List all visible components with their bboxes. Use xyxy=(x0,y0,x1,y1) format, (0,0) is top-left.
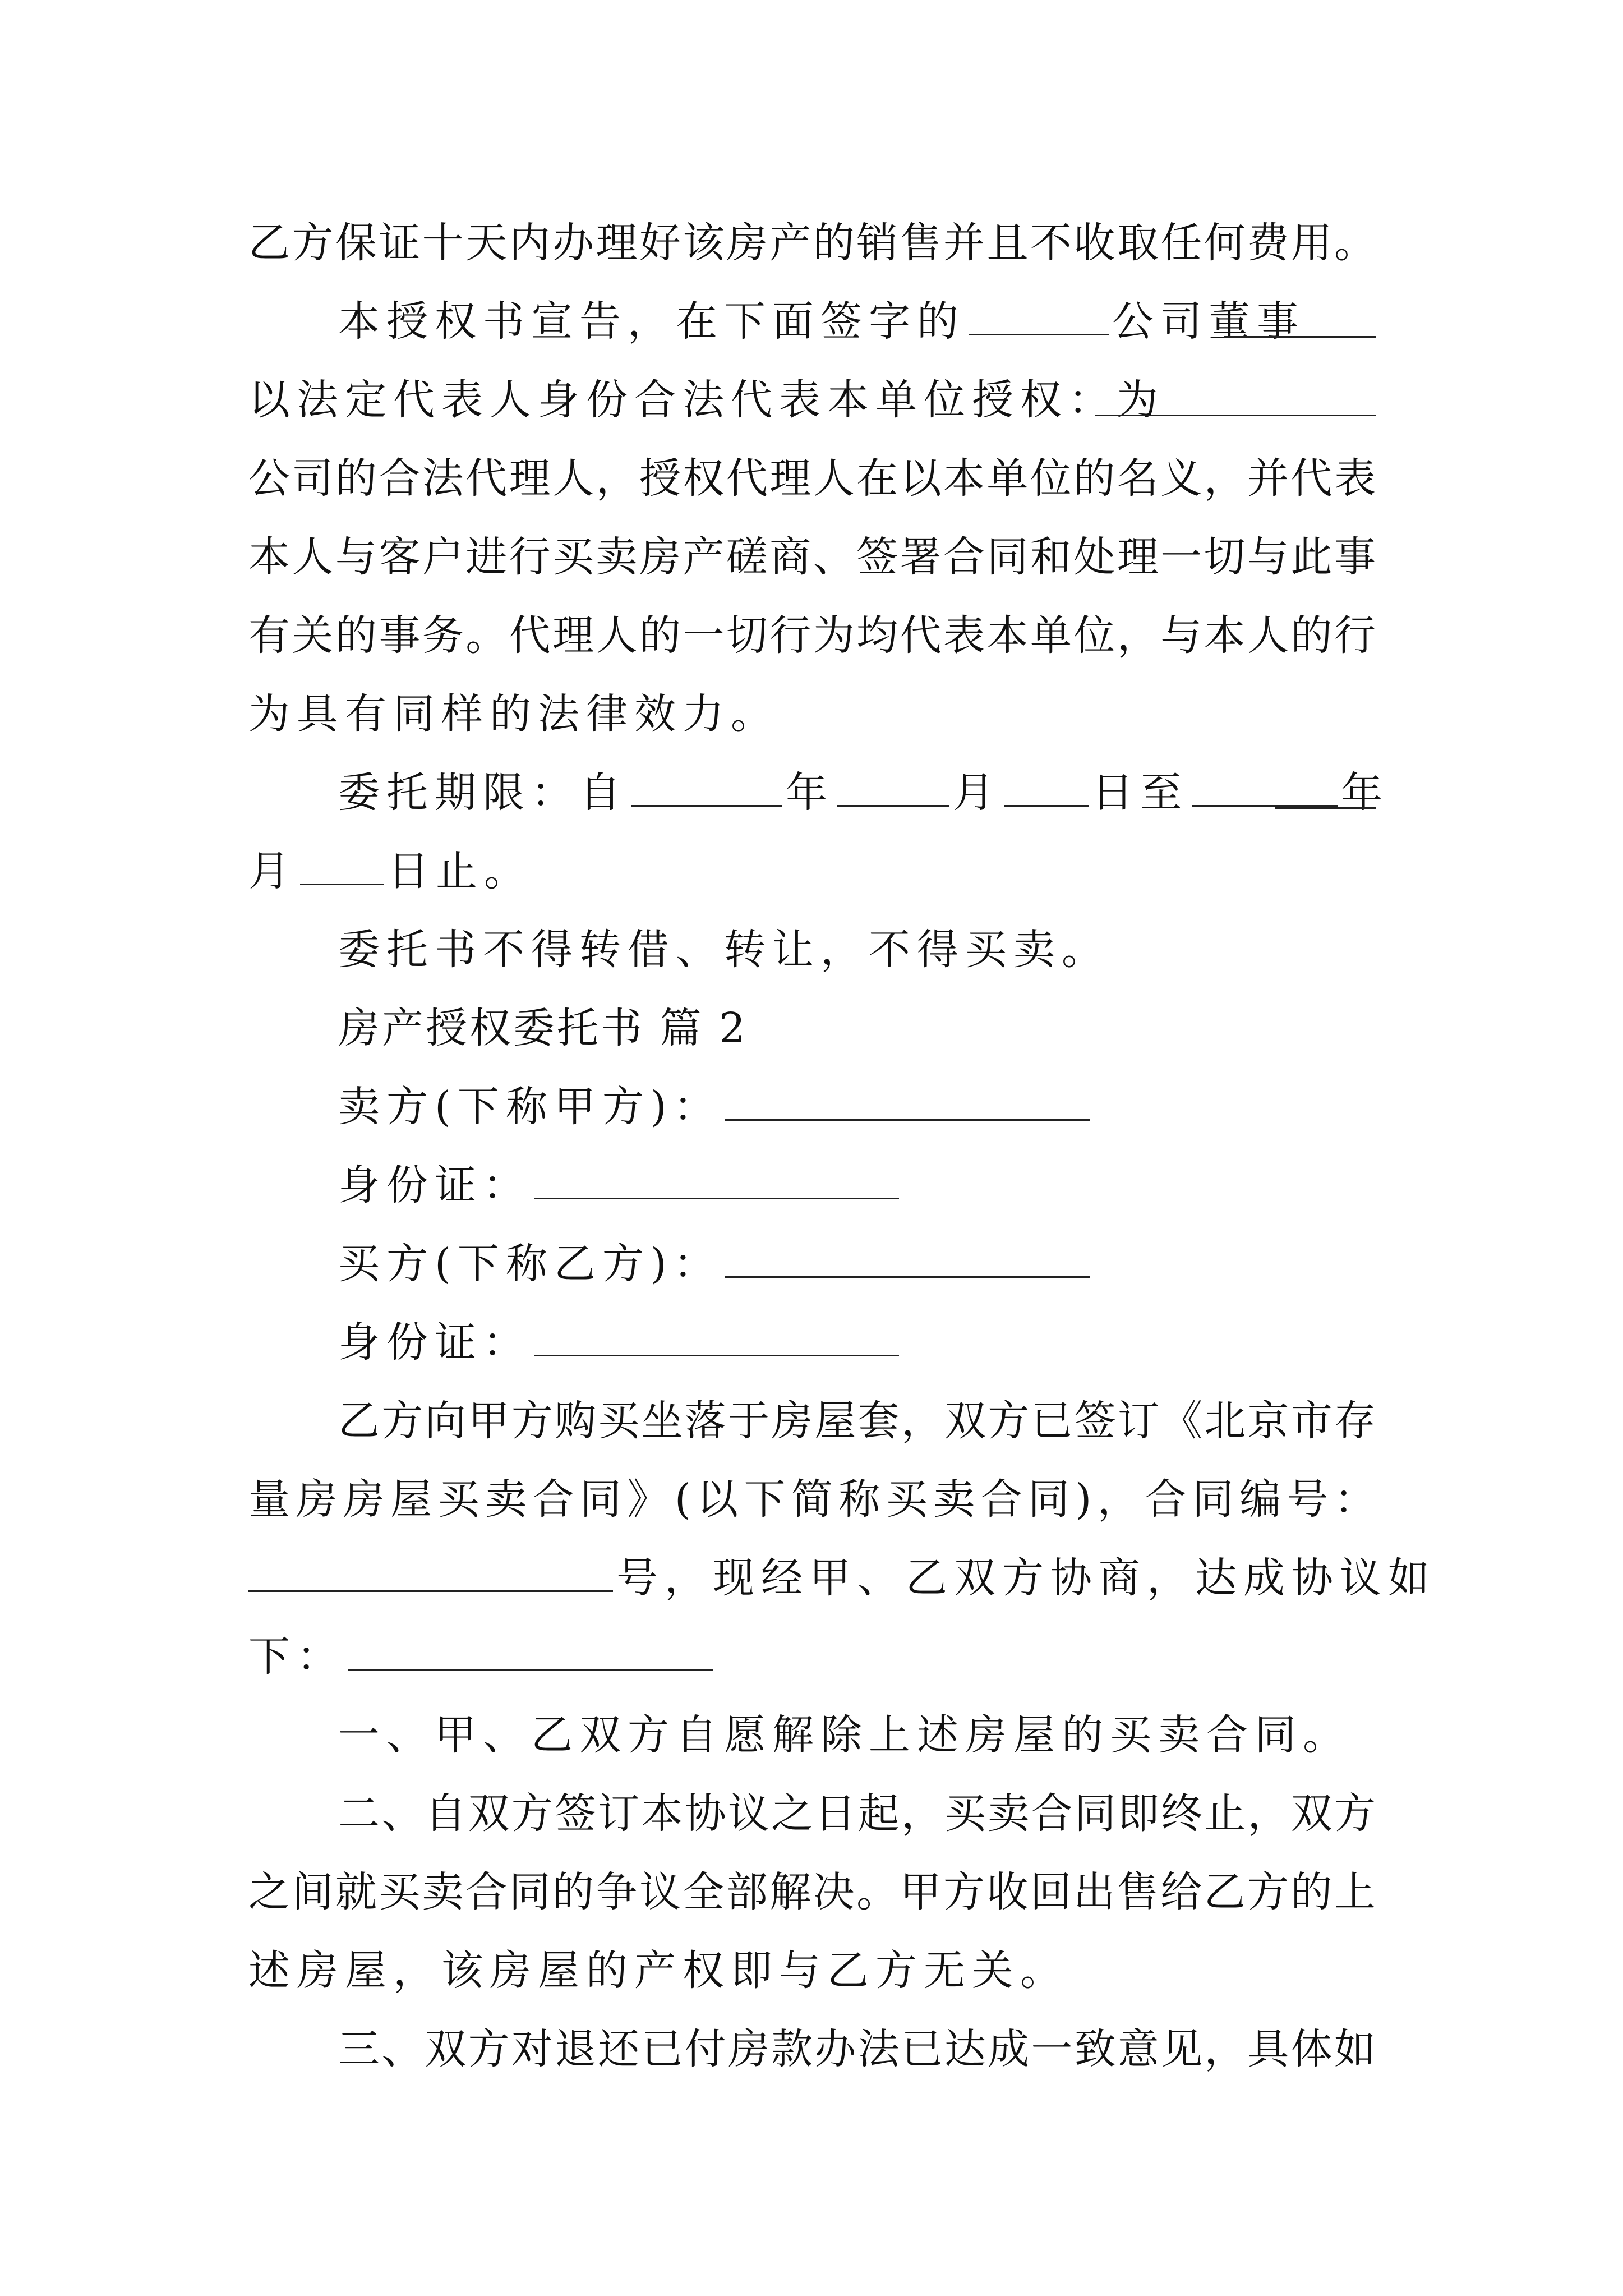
text-line-12 xyxy=(338,1076,1376,1138)
text-line-23 xyxy=(248,1940,1376,2001)
text: 有关的事务。代理人的一切行为均代表本单位，与本人的行 xyxy=(248,611,1376,660)
text: 述房屋，该房屋的产权即与乙方无关。 xyxy=(248,1947,1068,1995)
text: 身份证： xyxy=(338,1318,531,1366)
text-line-4 xyxy=(248,448,1376,509)
text: 卖方(下称甲方)： xyxy=(338,1083,722,1131)
text-line-16 xyxy=(338,1390,1376,1452)
text-line-7 xyxy=(248,683,1376,745)
text-line-8 xyxy=(338,762,1389,823)
text: 年 xyxy=(1341,769,1389,817)
text: 房产授权委托书 篇 2 xyxy=(338,1004,748,1052)
text: 号，现经甲、乙双方协商，达成协议如 xyxy=(616,1554,1436,1602)
text: 之间就买卖合同的争议全部解决。甲方收回出售给乙方的上 xyxy=(248,1868,1376,1916)
buyer-id-blank xyxy=(534,1322,899,1356)
text-line-2 xyxy=(338,291,1376,352)
text: 一、甲、乙双方自愿解除上述房屋的买卖合同。 xyxy=(338,1711,1351,1759)
blank-line xyxy=(969,301,1109,335)
buyer-name-blank xyxy=(725,1244,1090,1278)
text: 年 xyxy=(786,769,834,817)
text-line-20 xyxy=(338,1704,1376,1766)
text-line-5 xyxy=(248,526,1376,588)
blank-line xyxy=(1004,772,1089,807)
text: 以法定代表人身份合法代表本单位授权：为 xyxy=(248,376,1165,424)
blank-line xyxy=(837,772,949,807)
text: 乙方向甲方购买坐落于房屋套，双方已签订《北京市存 xyxy=(338,1397,1376,1445)
text: 月 xyxy=(248,847,297,895)
text-line-10 xyxy=(338,919,1376,981)
text: 下： xyxy=(248,1632,345,1681)
text-line-21 xyxy=(338,1783,1376,1844)
text: 为具有同样的法律效力。 xyxy=(248,690,779,738)
text-line-17 xyxy=(248,1469,1376,1530)
text-line-18 xyxy=(248,1547,1436,1609)
text-line-14 xyxy=(338,1233,1376,1295)
text-line-3 xyxy=(248,369,1376,431)
text-line-19 xyxy=(248,1626,1376,1687)
blank-line xyxy=(300,851,384,885)
text-line-1 xyxy=(248,212,1376,274)
text: 乙方保证十天内办理好该房产的销售并且不收取任何费用。 xyxy=(248,219,1376,267)
text: 二、自双方签订本协议之日起，买卖合同即终止，双方 xyxy=(338,1789,1376,1838)
text: 日至 xyxy=(1092,769,1188,817)
text: 委托书不得转借、转让，不得买卖。 xyxy=(338,926,1110,974)
text: 月 xyxy=(953,769,1001,817)
text: 委托期限：自 xyxy=(338,769,628,817)
contract-number-blank xyxy=(248,1558,613,1592)
text: 本人与客户进行买卖房产磋商、签署合同和处理一切与此事 xyxy=(248,533,1376,581)
section-heading xyxy=(338,997,1376,1059)
text: 量房房屋买卖合同》(以下简称买卖合同)，合同编号： xyxy=(248,1475,1376,1524)
seller-id-blank xyxy=(534,1165,899,1199)
seller-name-blank xyxy=(725,1087,1090,1121)
text: 身份证： xyxy=(338,1161,531,1209)
text: 买方(下称乙方)： xyxy=(338,1240,722,1288)
text-line-22 xyxy=(248,1861,1376,1923)
text-line-6 xyxy=(248,605,1376,666)
text: 日止。 xyxy=(388,847,532,895)
blank-line xyxy=(1275,807,1376,809)
text: 三、双方对退还已付房款办法已达成一致意见，具体如 xyxy=(338,2025,1376,2073)
text-line-9 xyxy=(248,840,1376,902)
text: 公司的合法代理人，授权代理人在以本单位的名义，并代表 xyxy=(248,454,1376,503)
text: 本授权书宣告，在下面签字的 xyxy=(338,297,965,346)
blank-line xyxy=(1192,772,1338,807)
blank-line xyxy=(1095,415,1376,416)
text-line-13 xyxy=(338,1154,1376,1216)
blank-line xyxy=(348,1636,713,1671)
text: 公司董事 xyxy=(1112,297,1305,346)
text-line-24 xyxy=(338,2018,1376,2080)
text-line-15 xyxy=(338,1312,1376,1373)
blank-line xyxy=(1224,336,1376,338)
blank-line xyxy=(631,772,782,807)
